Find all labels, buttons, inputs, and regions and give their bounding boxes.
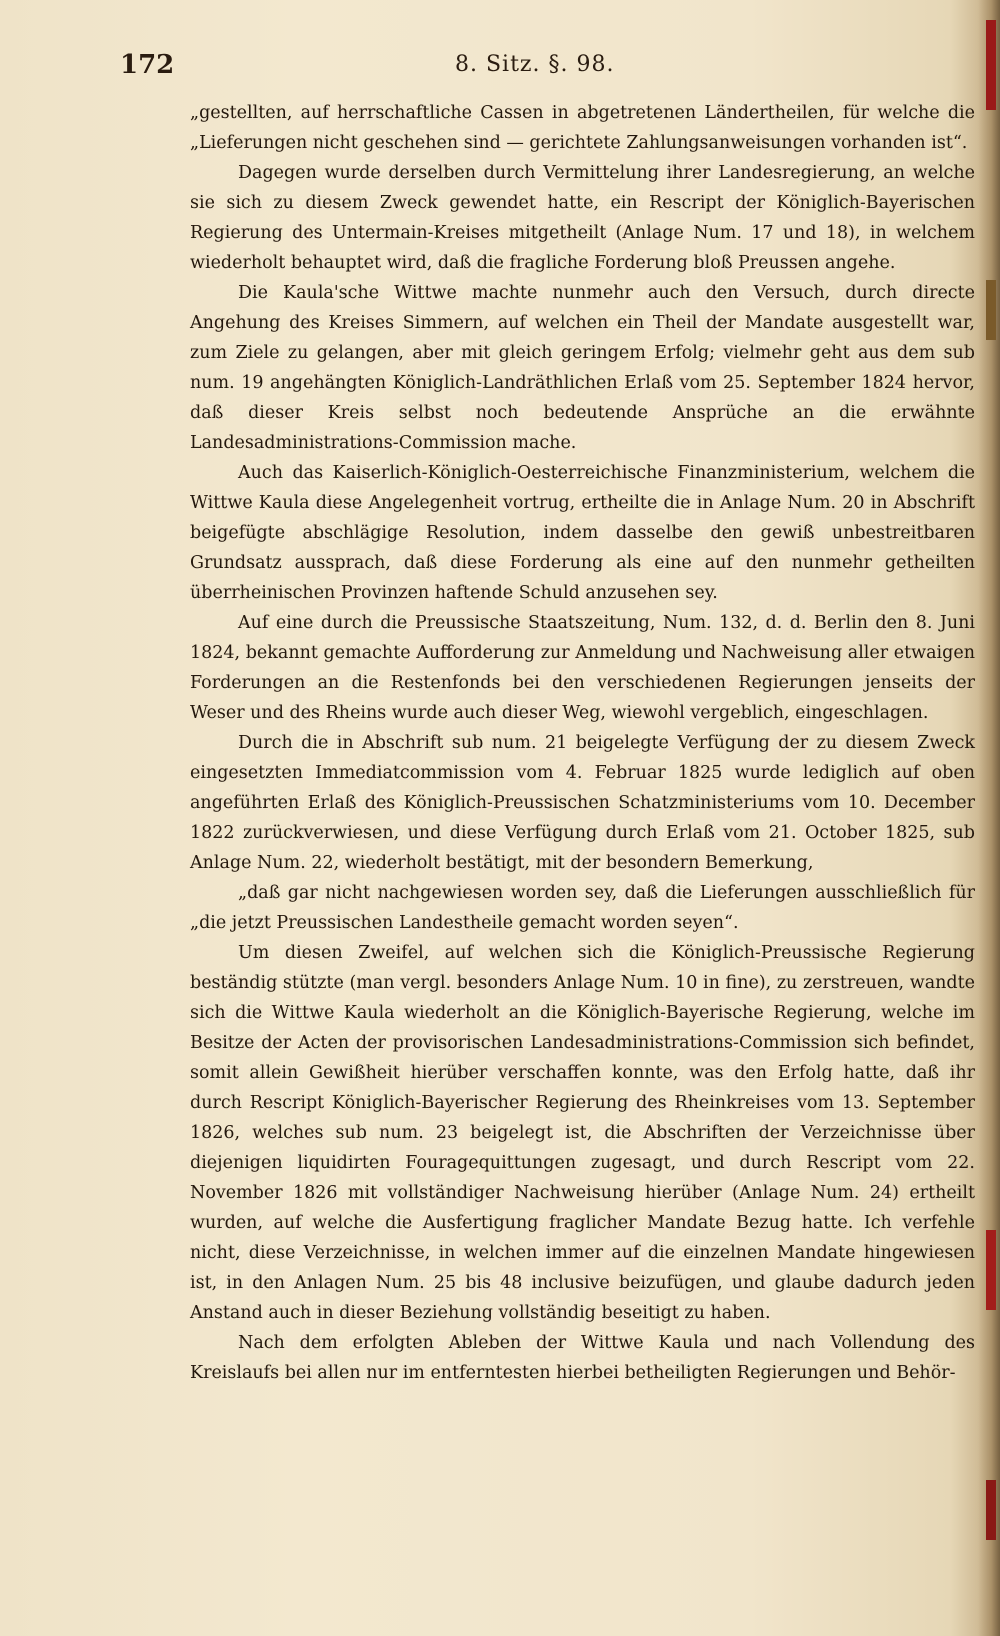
quotation: „daß gar nicht nachgewiesen worden sey, daß die Lieferungen ausschließlich für „die jetzt Preussischen Landestheile gemacht worden seyen“. [190,883,975,933]
binding-mark [986,280,996,340]
paragraph: Um diesen Zweifel, auf welchen sich die Königlich-Preussische Regierung beständig stützte (man vergl. besonders Anlage Num. 10 in fine), zu zerstreuen, wandte sich die Wittwe Kaula wiederholt an die Königlich-Bayerische Regierung, welche im Besitze der Acten der provisorischen Landesadministrations-Commission sich befindet, somit allein Gewißheit hierüber verschaffen konnte, was den Erfolg hatte, daß ihr durch Rescript Königlich-Bayerischer Regierung des Rheinkreises vom 13. September 1826, welches sub num. 23 beigelegt ist, die Abschriften der Verzeichnisse über diejenigen liquidirten Fouragequittungen zugesagt, und durch Rescript vom 22. November 1826 mit vollständiger Nachweisung hierüber (Anlage Num. 24) ertheilt wurden, auf welche die Ausfertigung fraglicher Mandate Bezug hatte. Ich verfehle nicht, diese Verzeichnisse, in welchen immer auf die einzelnen Mandate hingewiesen ist, in den Anlagen Num. 25 bis 48 inclusive beizufügen, und glaube dadurch jeden Anstand auch in dieser Beziehung vollständig beseitigt zu haben. [190,943,975,1323]
paragraph: Auch das Kaiserlich-Königlich-Oesterreichische Finanzministerium, welchem die Wittwe Kaula diese Angelegenheit vortrug, ertheilte die in Anlage Num. 20 in Abschrift beigefügte abschlägige Resolution, indem dasselbe den gewiß unbestreitbaren Grundsatz aussprach, daß diese Forderung als eine auf den nunmehr getheilten überrheinischen Provinzen haftende Schuld anzusehen sey. [190,463,975,603]
page-edge-shadow [978,0,1000,1636]
page-number: 172 [120,50,175,80]
body-text [190,98,975,1388]
paragraph: Nach dem erfolgten Ableben der Wittwe Kaula und nach Vollendung des Kreislaufs bei allen nur im entferntesten hierbei betheiligten Regierungen und Behör- [190,1333,975,1383]
paragraph: Durch die in Abschrift sub num. 21 beigelegte Verfügung der zu diesem Zweck eingesetzten Immediatcommission vom 4. Februar 1825 wurde lediglich auf oben angeführten Erlaß des Königlich-Preussischen Schatzministeriums vom 10. December 1822 zurückverwiesen, und diese Verfügung durch Erlaß vom 21. October 1825, sub Anlage Num. 22, wiederholt bestätigt, mit der besondern Bemerkung, [190,733,975,873]
page-header [120,50,980,90]
binding-mark [986,20,996,110]
paragraph: „gestellten, auf herrschaftliche Cassen in abgetretenen Ländertheilen, für welche die „Lieferungen nicht geschehen sind — gerichtete Zahlungsanweisungen vorhanden ist“. [190,103,975,153]
paragraph: Die Kaula'sche Wittwe machte nunmehr auch den Versuch, durch directe Angehung des Kreises Simmern, auf welchen ein Theil der Mandate ausgestellt war, zum Ziele zu gelangen, aber mit gleich geringem Erfolg; vielmehr geht aus dem sub num. 19 angehängten Königlich-Landräthlichen Erlaß vom 25. September 1824 hervor, daß dieser Kreis selbst noch bedeutende Ansprüche an die erwähnte Landesadministrations-Commission mache. [190,283,975,453]
running-head: 8. Sitz. §. 98. [455,52,615,77]
binding-mark [986,1480,996,1540]
binding-mark [986,1230,996,1310]
paragraph: Dagegen wurde derselben durch Vermittelung ihrer Landesregierung, an welche sie sich zu diesem Zweck gewendet hatte, ein Rescript der Königlich-Bayerischen Regierung des Untermain-Kreises mitgetheilt (Anlage Num. 17 und 18), in welchem wiederholt behauptet wird, daß die fragliche Forderung bloß Preussen angehe. [190,163,975,273]
paragraph: Auf eine durch die Preussische Staatszeitung, Num. 132, d. d. Berlin den 8. Juni 1824, bekannt gemachte Aufforderung zur Anmeldung und Nachweisung aller etwaigen Forderungen an die Restenfonds bei den verschiedenen Regierungen jenseits der Weser und des Rheins wurde auch dieser Weg, wiewohl vergeblich, eingeschlagen. [190,613,975,723]
